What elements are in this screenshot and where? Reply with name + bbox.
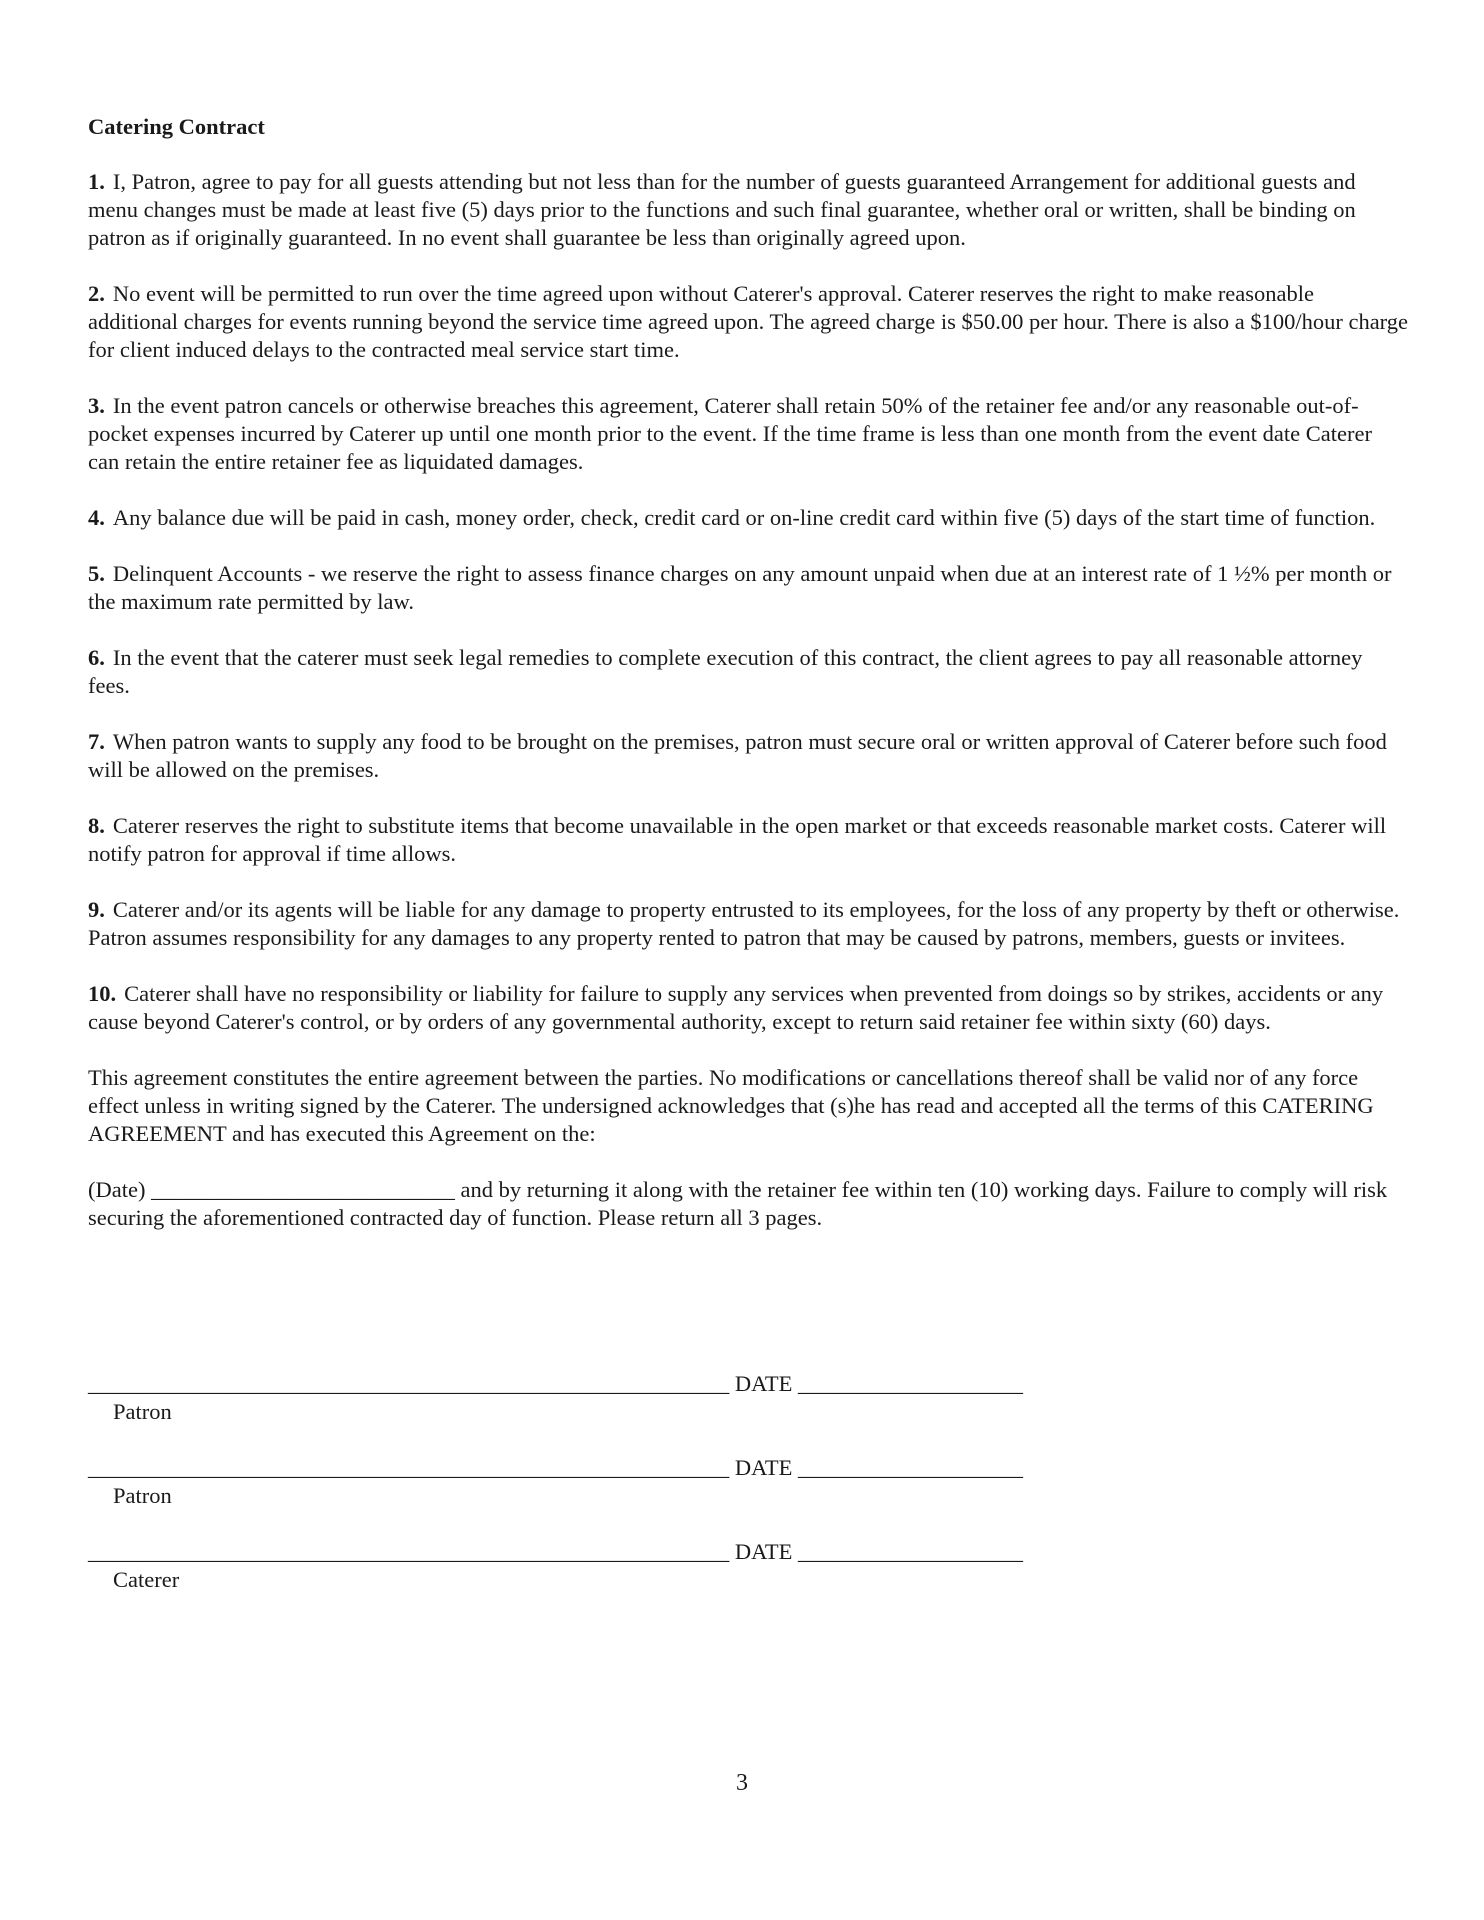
closing-paragraph: This agreement constitutes the entire agreement between the parties. No modifications or cancellations thereof shall be valid nor of any force effect unless in writing signed by the Caterer. The undersigned acknowledges that (s)he has read and accepted all the terms of this CATERING AGREEMENT and has executed this Agreement on the: [88,1065,1374,1146]
clause-number: 4. [88,505,105,530]
clause-number: 5. [88,561,105,586]
clause-number: 6. [88,645,105,670]
signatory-role: Patron [113,1483,172,1508]
signature-block-patron-2 [88,1454,1188,1538]
document-title: Catering Contract [88,114,265,139]
signature-date-line: _________________________________________________________ DATE ____________________ [88,1539,1023,1564]
clause-3 [88,392,1408,476]
clause-number: 3. [88,393,105,418]
clause-text: In the event that the caterer must seek legal remedies to complete execution of this contract, the client agrees to pay all reasonable attorney fees. [88,645,1363,698]
clause-text: Any balance due will be paid in cash, money order, check, credit card or on-line credit card within five (5) days of the start time of function. [112,505,1376,530]
clause-10 [88,980,1408,1036]
clause-number: 7. [88,729,105,754]
clause-number: 9. [88,897,105,922]
contract-page [88,113,1408,1232]
clause-text: Caterer and/or its agents will be liable for any damage to property entrusted to its employees, for the loss of any property by theft or otherwise. Patron assumes responsibility for any damages to any property rented to patron that may be caused by patrons, members, guests or invitees. [88,897,1400,950]
clause-4 [88,504,1408,532]
signatory-role: Caterer [113,1567,180,1592]
page-number: 3 [736,1770,748,1796]
signature-date-line: _________________________________________________________ DATE ____________________ [88,1455,1023,1480]
signature-date-line: _________________________________________________________ DATE ____________________ [88,1371,1023,1396]
clause-text: No event will be permitted to run over the time agreed upon without Caterer's approval. Caterer reserves the right to make reasonable additional charges for events running beyond the service time agreed upon. The agreed charge is $50.00 per hour. There is also a $100/hour charge for client induced delays to the contracted meal service start time. [88,281,1409,362]
clause-text: Caterer shall have no responsibility or liability for failure to supply any services when prevented from doings so by strikes, accidents or any cause beyond Caterer's control, or by orders of any governmental authority, except to return said retainer fee within sixty (60) days. [88,981,1384,1034]
clause-5 [88,560,1408,616]
clause-2 [88,280,1408,364]
clause-6 [88,644,1408,700]
clause-9 [88,896,1408,952]
signatory-role: Patron [113,1399,172,1424]
clause-8 [88,812,1408,868]
signature-block-caterer [88,1538,1188,1622]
clause-number: 8. [88,813,105,838]
clause-number: 2. [88,281,105,306]
signature-section [88,1370,1188,1622]
clause-1 [88,168,1408,252]
clause-text: When patron wants to supply any food to be brought on the premises, patron must secure oral or written approval of Caterer before such food will be allowed on the premises. [88,729,1387,782]
clause-text: Delinquent Accounts - we reserve the right to assess finance charges on any amount unpaid when due at an interest rate of 1 ½% per month or the maximum rate permitted by law. [88,561,1392,614]
date-line-paragraph: (Date) ___________________________ and by returning it along with the retainer fee within ten (10) working days. Failure to comply will risk securing the aforementioned contracted day of function. Please return all 3 pages. [88,1177,1388,1230]
clause-text: In the event patron cancels or otherwise breaches this agreement, Caterer shall retain 50% of the retainer fee and/or any reasonable out-of-pocket expenses incurred by Caterer up until one month prior to the event. If the time frame is less than one month from the event date Caterer can retain the entire retainer fee as liquidated damages. [88,393,1372,474]
clause-text: I, Patron, agree to pay for all guests attending but not less than for the number of guests guaranteed Arrangement for additional guests and menu changes must be made at least five (5) days prior to the functions and such final guarantee, whether oral or written, shall be binding on patron as if originally guaranteed. In no event shall guarantee be less than originally agreed upon. [88,169,1356,250]
clause-number: 10. [88,981,117,1006]
clause-7 [88,728,1408,784]
clause-text: Caterer reserves the right to substitute items that become unavailable in the open market or that exceeds reasonable market costs. Caterer will notify patron for approval if time allows. [88,813,1387,866]
clause-number: 1. [88,169,105,194]
signature-block-patron-1 [88,1370,1188,1454]
